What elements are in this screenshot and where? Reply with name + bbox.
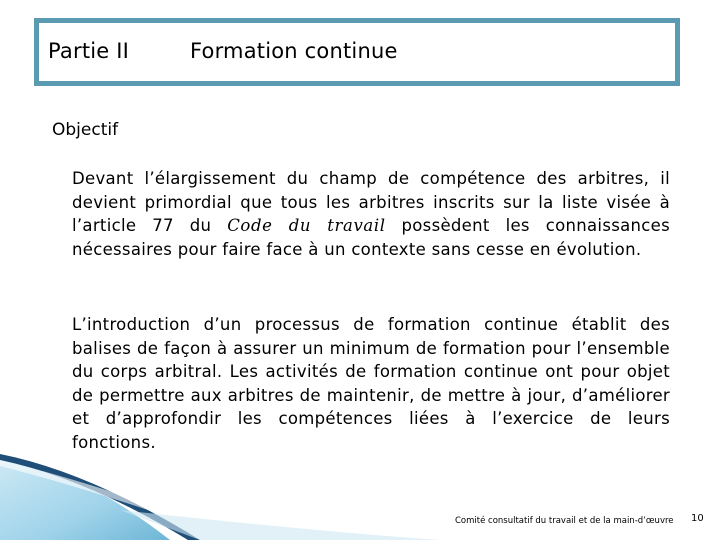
paragraph-introduction: L’introduction d’un processus de formation continue établit des balises de façon à assurer un minimum de formation pour l’ensemble du corps arbitral. Les activités de formation continue ont pour objet de permettre aux arbitres de maintenir, de mettre à jour, d’améliorer et d’approfondir les compétences liées à l’exercice de leurs fonctions. [72, 315, 670, 452]
page-number: 10 [691, 513, 704, 524]
slide-title: Formation continue [190, 39, 398, 63]
title-part-label: Partie II [48, 39, 130, 63]
law-reference-italic: Code du travail [227, 216, 386, 235]
paragraph-text-end: possèdent les connaissances nécessaires pour faire face à un contexte sans cesse en évolution. [72, 216, 670, 259]
paragraph-objective [72, 167, 670, 261]
footer-organization: Comité consultatif du travail et de la main-d’œuvre [455, 516, 674, 526]
slide-title-box [34, 18, 680, 86]
section-heading: Objectif [52, 120, 119, 140]
decorative-wave [0, 450, 720, 540]
paragraph-text-start: Devant l’élargissement du champ de compétence des arbitres, il devient primordial que tous les arbitres inscrits sur la liste visée à l’article 77 du [72, 169, 670, 235]
